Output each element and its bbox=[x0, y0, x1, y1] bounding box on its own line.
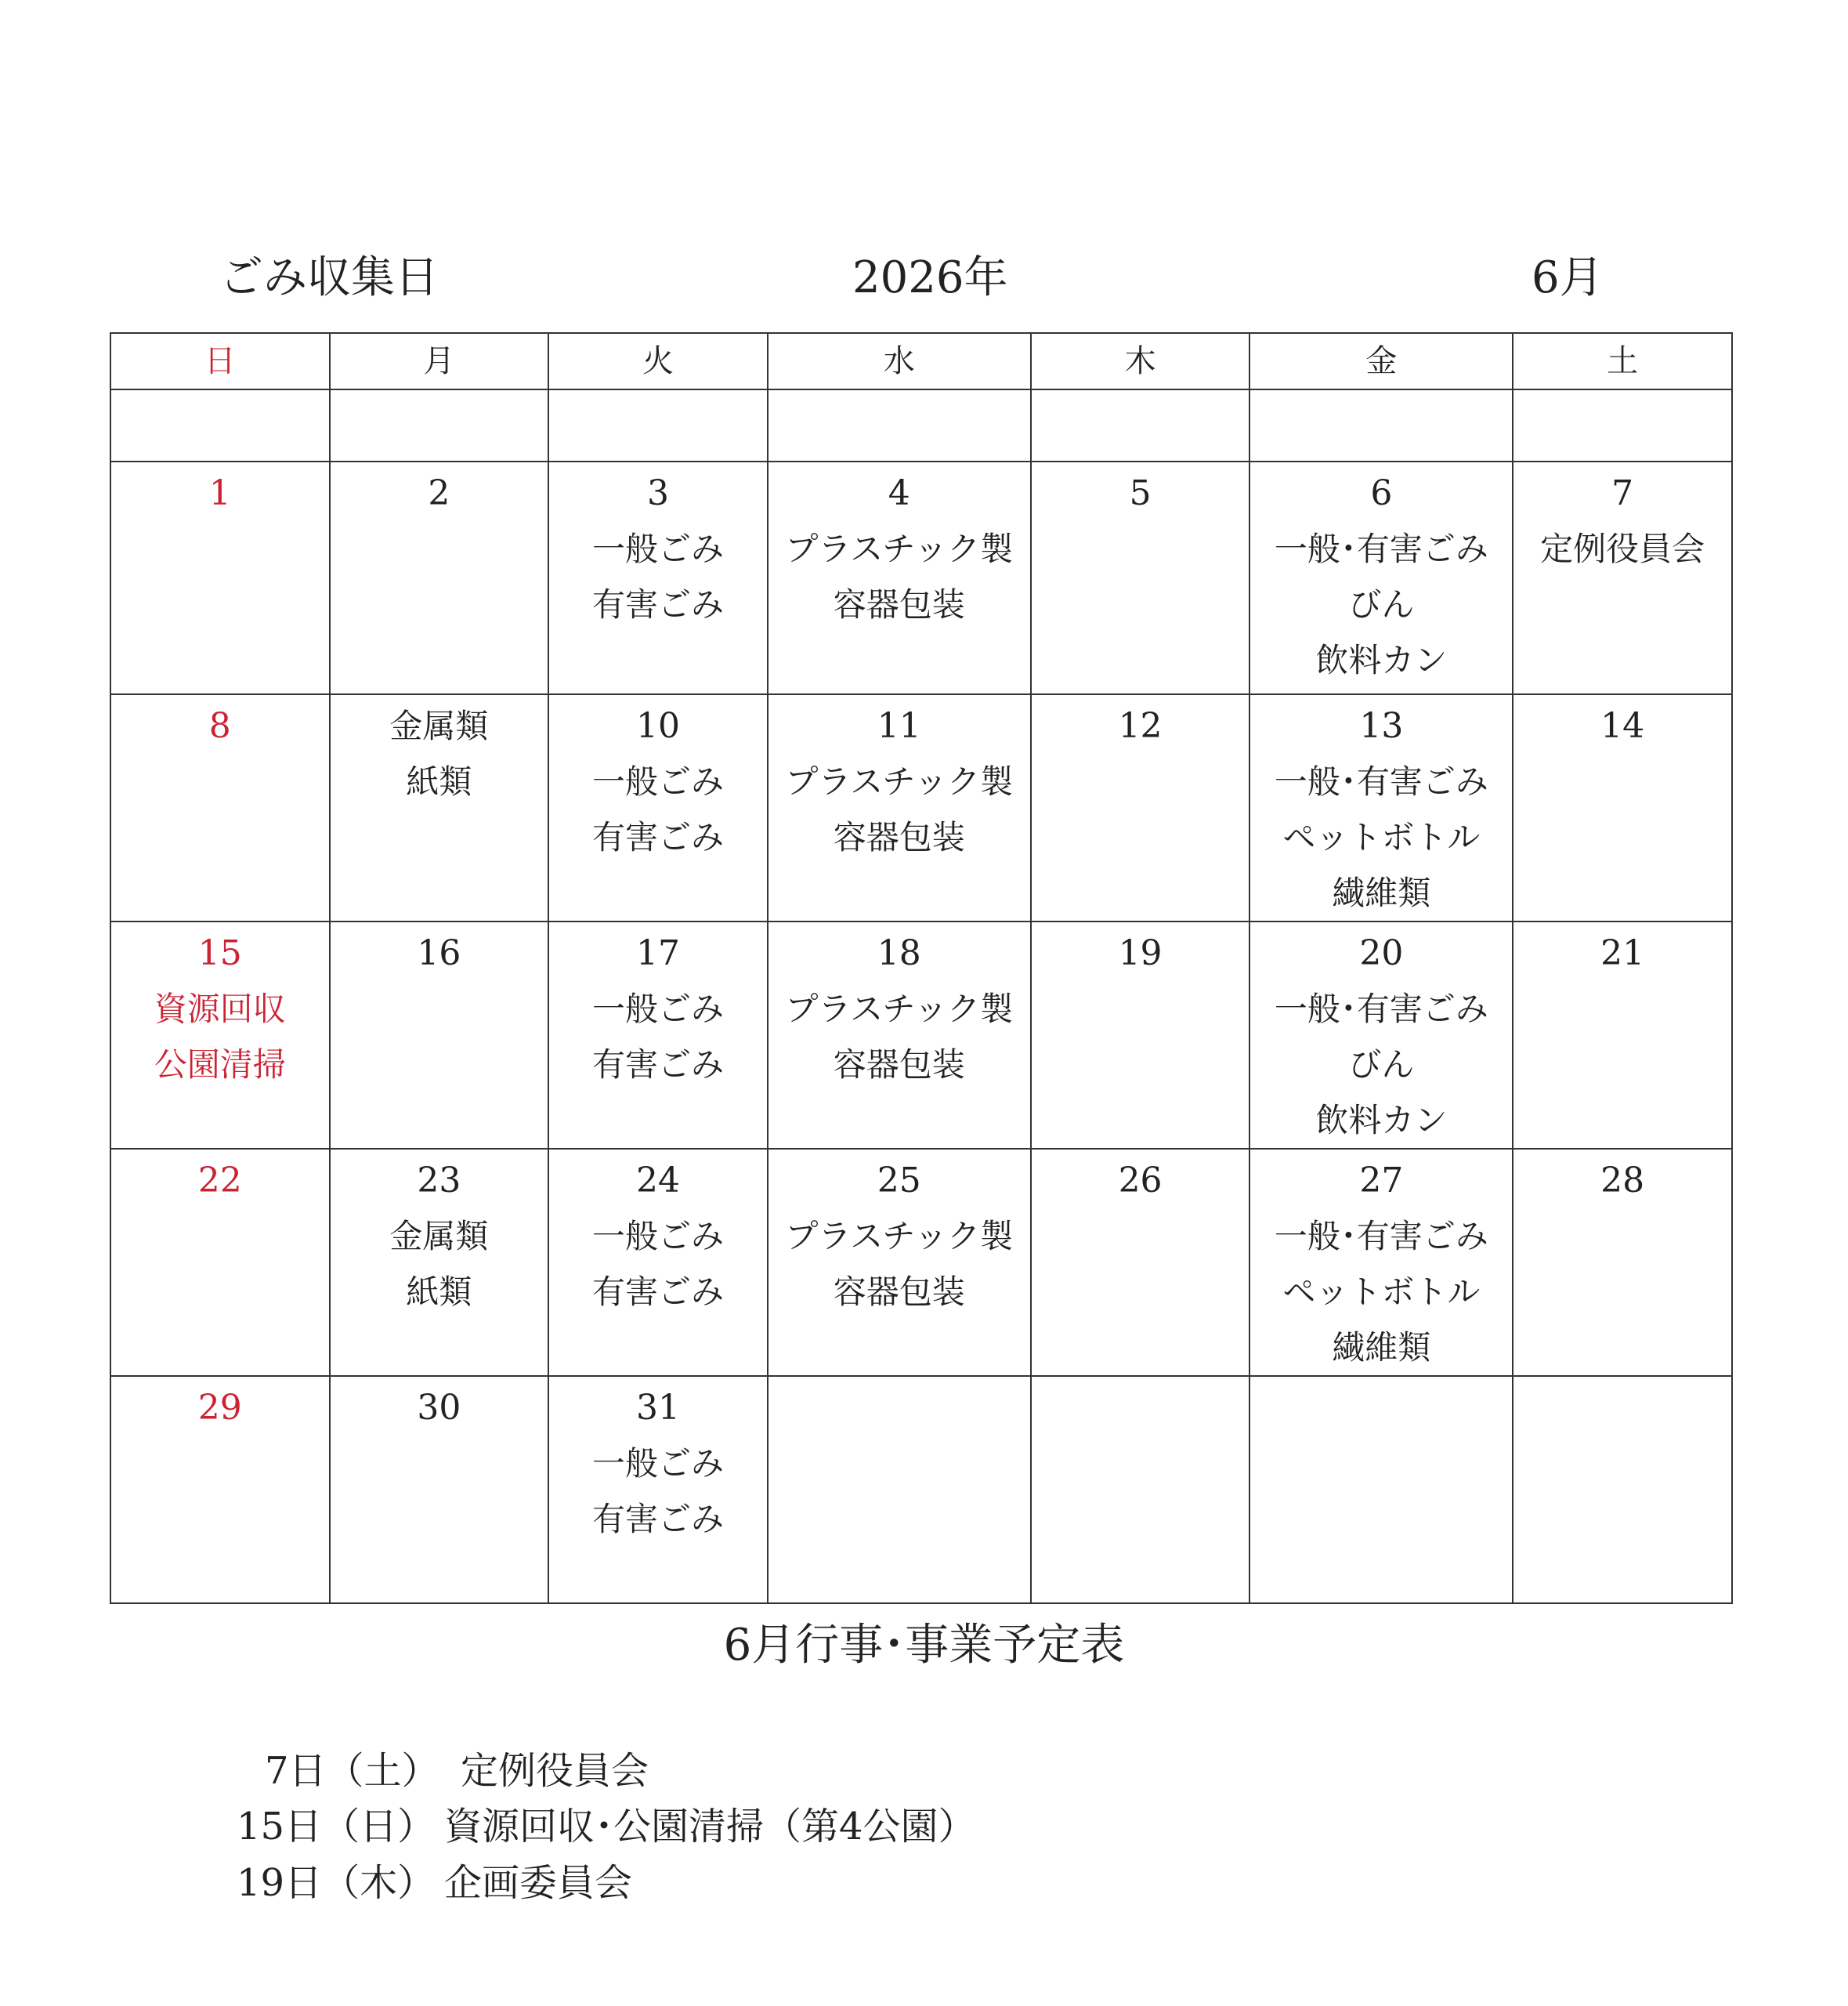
empty-cell bbox=[768, 389, 1031, 462]
collection-item: 金属類 bbox=[389, 707, 489, 745]
collection-item: プラスチック製 bbox=[785, 1217, 1014, 1255]
empty-cell bbox=[1513, 389, 1732, 462]
collection-item: 容器包装 bbox=[833, 1045, 965, 1084]
day-number: 29 bbox=[197, 1388, 242, 1428]
day-number: 3 bbox=[647, 473, 670, 513]
day-number: 14 bbox=[1600, 706, 1645, 746]
day-cell-mon bbox=[330, 1376, 549, 1603]
collection-item: 紙類 bbox=[406, 762, 472, 801]
schedule-event: 定例役員会 bbox=[461, 1749, 649, 1793]
day-cell-sat bbox=[1513, 694, 1732, 922]
day-number: 13 bbox=[1359, 706, 1404, 746]
weekday-mon: 月 bbox=[330, 333, 549, 389]
empty-cell bbox=[110, 389, 330, 462]
day-cell-tue bbox=[548, 694, 768, 922]
day-number: 25 bbox=[877, 1161, 921, 1200]
day-cell-thu bbox=[1031, 462, 1250, 694]
day-number: 15 bbox=[197, 933, 242, 973]
day-number: 24 bbox=[636, 1161, 681, 1200]
month-label: 6月 bbox=[1532, 252, 1604, 303]
day-cell-sun bbox=[110, 694, 330, 922]
day-cell-sat bbox=[1513, 1149, 1732, 1376]
schedule-date: 19日（木） bbox=[237, 1861, 436, 1905]
year-label: 2026年 bbox=[852, 252, 1008, 303]
empty-cell bbox=[1249, 389, 1513, 462]
day-number: 5 bbox=[1129, 473, 1152, 513]
collection-item: 一般ごみ bbox=[592, 1444, 725, 1483]
day-cell-thu bbox=[1031, 694, 1250, 922]
day-number: 20 bbox=[1359, 933, 1404, 973]
schedule-event: 企画委員会 bbox=[444, 1861, 633, 1905]
collection-item: プラスチック製 bbox=[785, 990, 1014, 1028]
collection-item: 一般･有害ごみ bbox=[1274, 762, 1488, 801]
week-row bbox=[110, 1376, 1732, 1603]
blank-week-row bbox=[110, 389, 1732, 462]
day-cell-tue bbox=[548, 1376, 768, 1603]
day-cell-wed bbox=[768, 1376, 1031, 1603]
collection-item: 一般･有害ごみ bbox=[1274, 530, 1488, 568]
day-cell-sat bbox=[1513, 1376, 1732, 1603]
collection-item: 有害ごみ bbox=[592, 1045, 725, 1084]
day-cell-mon bbox=[330, 694, 549, 922]
collection-item: 有害ごみ bbox=[592, 1273, 725, 1311]
day-number: 23 bbox=[417, 1161, 461, 1200]
day-number: 31 bbox=[636, 1388, 681, 1428]
calendar-header bbox=[0, 243, 1848, 313]
day-number: 18 bbox=[877, 933, 921, 973]
day-cell-tue bbox=[548, 922, 768, 1149]
calendar-table bbox=[110, 332, 1733, 1604]
day-cell-wed bbox=[768, 462, 1031, 694]
day-number: 22 bbox=[197, 1161, 242, 1200]
collection-item: 飲料カン bbox=[1315, 1101, 1448, 1139]
day-cell-sun bbox=[110, 922, 330, 1149]
day-cell-tue bbox=[548, 462, 768, 694]
schedule-date: 7日（土） bbox=[265, 1749, 439, 1793]
collection-item: ペットボトル bbox=[1282, 1273, 1481, 1311]
page-title: ごみ収集日 bbox=[219, 252, 439, 303]
weekday-sun: 日 bbox=[110, 333, 330, 389]
collection-item: 飲料カン bbox=[1315, 641, 1448, 679]
schedule-item bbox=[227, 1856, 632, 1910]
weekday-wed: 水 bbox=[768, 333, 1031, 389]
day-number: 11 bbox=[877, 706, 921, 746]
day-number: 16 bbox=[417, 933, 461, 973]
day-number: 19 bbox=[1118, 933, 1163, 973]
collection-item: 一般ごみ bbox=[592, 990, 725, 1028]
weekday-thu: 木 bbox=[1031, 333, 1250, 389]
schedule-item bbox=[227, 1799, 976, 1854]
collection-item: 紙類 bbox=[406, 1273, 472, 1311]
day-cell-fri bbox=[1249, 694, 1513, 922]
collection-item: 有害ごみ bbox=[592, 1500, 725, 1538]
collection-item: 定例役員会 bbox=[1540, 530, 1705, 568]
week-row bbox=[110, 1149, 1732, 1376]
week-row bbox=[110, 922, 1732, 1149]
day-number: 2 bbox=[428, 473, 450, 513]
collection-item: 繊維類 bbox=[1332, 1328, 1431, 1367]
collection-item: 一般ごみ bbox=[592, 762, 725, 801]
day-cell-thu bbox=[1031, 1376, 1250, 1603]
day-cell-thu bbox=[1031, 922, 1250, 1149]
empty-cell bbox=[330, 389, 549, 462]
empty-cell bbox=[548, 389, 768, 462]
day-cell-fri bbox=[1249, 1149, 1513, 1376]
day-number: 7 bbox=[1611, 473, 1634, 513]
day-cell-mon bbox=[330, 1149, 549, 1376]
collection-item: プラスチック製 bbox=[785, 530, 1014, 568]
collection-item: 公園清掃 bbox=[154, 1045, 286, 1084]
collection-item: 容器包装 bbox=[833, 818, 965, 856]
collection-item: 金属類 bbox=[389, 1217, 489, 1255]
weekday-header-row bbox=[110, 333, 1732, 389]
collection-item: 一般･有害ごみ bbox=[1274, 1217, 1488, 1255]
collection-item: ペットボトル bbox=[1282, 818, 1481, 856]
collection-item: 資源回収 bbox=[154, 990, 286, 1028]
day-number: 21 bbox=[1600, 933, 1645, 973]
day-number: 27 bbox=[1359, 1161, 1404, 1200]
day-number: 28 bbox=[1600, 1161, 1645, 1200]
day-number: 8 bbox=[208, 706, 231, 746]
day-cell-wed bbox=[768, 922, 1031, 1149]
day-cell-mon bbox=[330, 462, 549, 694]
day-number: 30 bbox=[417, 1388, 461, 1428]
day-cell-sat bbox=[1513, 462, 1732, 694]
day-cell-tue bbox=[548, 1149, 768, 1376]
collection-item: 一般･有害ごみ bbox=[1274, 990, 1488, 1028]
schedule-title: 6月行事･事業予定表 bbox=[723, 1620, 1125, 1671]
weekday-tue: 火 bbox=[548, 333, 768, 389]
collection-item: 容器包装 bbox=[833, 1273, 965, 1311]
day-cell-sun bbox=[110, 462, 330, 694]
day-cell-sun bbox=[110, 1149, 330, 1376]
collection-item: 一般ごみ bbox=[592, 1217, 725, 1255]
day-number: 1 bbox=[208, 473, 231, 513]
day-cell-wed bbox=[768, 1149, 1031, 1376]
day-number: 6 bbox=[1370, 473, 1393, 513]
day-number: 12 bbox=[1118, 706, 1163, 746]
day-cell-fri bbox=[1249, 1376, 1513, 1603]
collection-item: 有害ごみ bbox=[592, 585, 725, 624]
collection-item: 容器包装 bbox=[833, 585, 965, 624]
day-number: 10 bbox=[636, 706, 681, 746]
weekday-fri: 金 bbox=[1249, 333, 1513, 389]
day-number: 17 bbox=[636, 933, 681, 973]
day-cell-wed bbox=[768, 694, 1031, 922]
collection-item: びん bbox=[1348, 585, 1415, 624]
collection-item: プラスチック製 bbox=[785, 762, 1014, 801]
day-cell-thu bbox=[1031, 1149, 1250, 1376]
week-row bbox=[110, 462, 1732, 694]
schedule-item bbox=[227, 1743, 649, 1798]
schedule-date: 15日（日） bbox=[237, 1805, 436, 1848]
day-cell-sun bbox=[110, 1376, 330, 1603]
day-number: 4 bbox=[888, 473, 910, 513]
day-cell-mon bbox=[330, 922, 549, 1149]
collection-item: びん bbox=[1348, 1045, 1415, 1084]
collection-item: 繊維類 bbox=[1332, 874, 1431, 912]
day-cell-fri bbox=[1249, 462, 1513, 694]
schedule-event: 資源回収･公園清掃（第4公園） bbox=[444, 1805, 976, 1848]
week-row bbox=[110, 694, 1732, 922]
day-cell-fri bbox=[1249, 922, 1513, 1149]
collection-item: 一般ごみ bbox=[592, 530, 725, 568]
empty-cell bbox=[1031, 389, 1250, 462]
weekday-sat: 土 bbox=[1513, 333, 1732, 389]
collection-item: 有害ごみ bbox=[592, 818, 725, 856]
day-number: 26 bbox=[1118, 1161, 1163, 1200]
day-cell-sat bbox=[1513, 922, 1732, 1149]
